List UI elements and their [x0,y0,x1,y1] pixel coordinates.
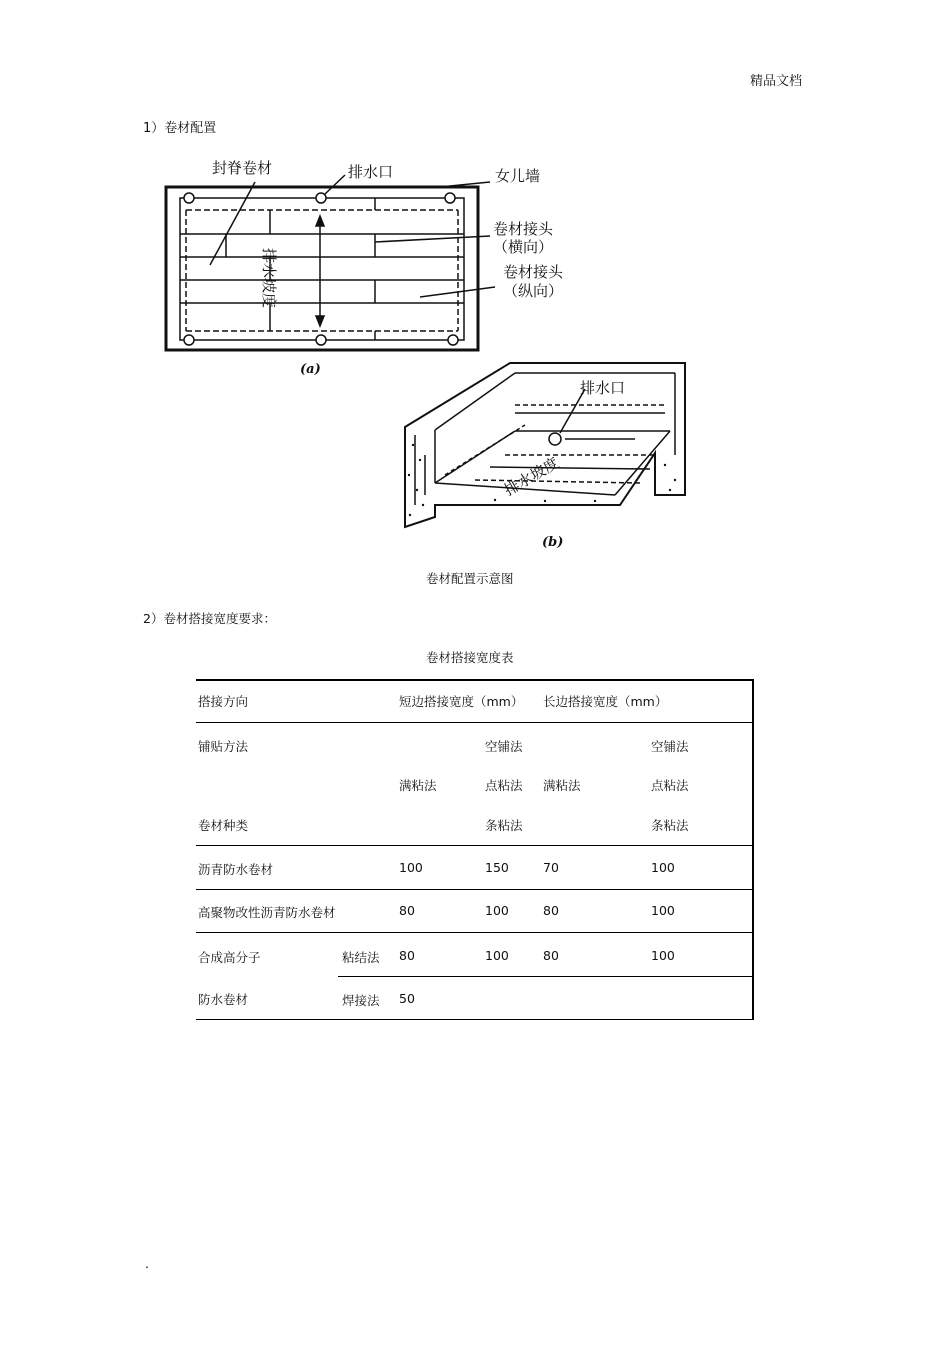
footer-dot: . [145,1256,149,1271]
row-value: 70 [543,860,559,875]
label-joint-vertical-2: （纵向） [503,282,564,300]
label-slope-b: 排水坡度 [501,453,562,500]
row-submethod: 焊接法 [342,993,380,1008]
header-strip-1: 条粘法 [485,818,523,833]
header-short-edge: 短边搭接宽度（mm） [399,694,524,709]
row-value: 100 [651,948,675,963]
row-name: 沥青防水卷材 [198,862,274,877]
row-value: 100 [651,860,675,875]
header-direction: 搭接方向 [198,694,249,709]
row-value: 80 [543,903,559,918]
header-full-2: 满粘法 [543,778,581,793]
label-ridge-membrane: 封脊卷材 [212,159,273,177]
row-value: 100 [651,903,675,918]
label-drain-a: 排水口 [348,163,394,181]
header-method: 铺贴方法 [198,739,249,754]
label-parapet: 女儿墙 [495,167,541,185]
header-strip-2: 条粘法 [651,818,689,833]
roof-3d-diagram [395,355,695,535]
label-drain-b: 排水口 [580,379,626,397]
header-long-edge: 长边搭接宽度（mm） [543,694,668,709]
header-point-1: 点粘法 [485,778,523,793]
header-full-1: 满粘法 [399,778,437,793]
label-joint-horizontal-1: 卷材接头 [493,220,554,238]
row-value: 80 [399,903,415,918]
row-value: 50 [399,991,415,1006]
figure-caption: 卷材配置示意图 [426,571,514,586]
header-empty-2: 空铺法 [651,739,689,754]
table-title: 卷材搭接宽度表 [426,650,514,665]
row-name: 高聚物改性沥青防水卷材 [198,905,336,920]
section-2-title: 2）卷材搭接宽度要求： [143,611,276,626]
row-value: 100 [485,948,509,963]
header-type: 卷材种类 [198,818,249,833]
row-value: 100 [485,903,509,918]
label-joint-vertical-1: 卷材接头 [503,263,564,281]
row-value: 150 [485,860,509,875]
page-watermark: 精品文档 [750,74,803,89]
row-value: 100 [399,860,423,875]
label-slope-a: 排水坡度 [260,248,278,309]
row-submethod: 粘结法 [342,950,380,965]
header-point-2: 点粘法 [651,778,689,793]
label-joint-horizontal-2: （横向） [493,238,554,256]
row-name-synthetic-1: 合成高分子 [198,950,261,965]
caption-a: (a) [300,362,321,377]
caption-b: (b) [542,535,564,550]
row-value: 80 [543,948,559,963]
header-empty-1: 空铺法 [485,739,523,754]
section-1-title: 1）卷材配置 [143,121,217,136]
row-value: 80 [399,948,415,963]
row-name-synthetic-2: 防水卷材 [198,992,249,1007]
